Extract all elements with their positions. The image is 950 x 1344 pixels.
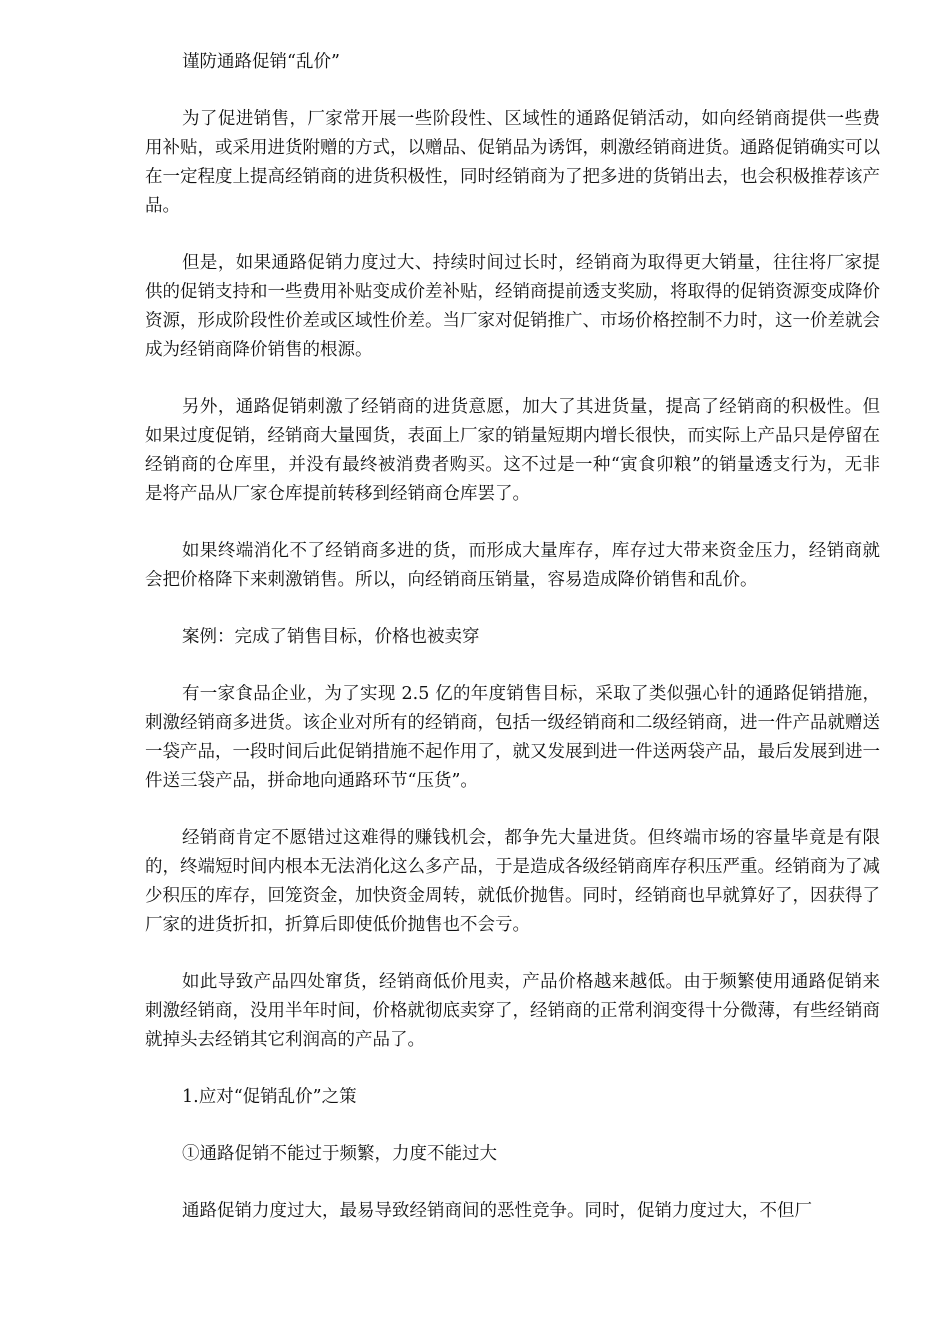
section-heading: 1.应对“促销乱价”之策 <box>182 1087 357 1107</box>
case-paragraph: 经销商肯定不愿错过这难得的赚钱机会，都争先大量进货。但终端市场的容量毕竟是有限的，终端短时间内根本无法消化这么多产品，于是造成各级经销商库存积压严重。经销商为了减少积压的库存，回笼资金，加快资金周转，就低价抛售。同时，经销商也早就算好了，因获得了厂家的进货折扣，折算后即使低价抛售也不会亏。 <box>145 828 880 935</box>
body-paragraph: 但是，如果通路促销力度过大、持续时间过长时，经销商为取得更大销量，往往将厂家提供的促销支持和一些费用补贴变成价差补贴，经销商提前透支奖励，将取得的促销资源变成降价资源，形成阶段性价差或区域性价差。当厂家对促销推广、市场价格控制不力时，这一价差就会成为经销商降价销售的根源。 <box>145 253 880 360</box>
body-paragraph: 为了促进销售，厂家常开展一些阶段性、区域性的通路促销活动，如向经销商提供一些费用补贴，或采用进货附赠的方式，以赠品、促销品为诱饵，刺激经销商进货。通路促销确实可以在一定程度上提高经销商的进货积极性，同时经销商为了把多进的货销出去，也会积极推荐该产品。 <box>145 109 880 216</box>
case-paragraph: 如此导致产品四处窜货，经销商低价甩卖，产品价格越来越低。由于频繁使用通路促销来刺激经销商，没用半年时间，价格就彻底卖穿了，经销商的正常利润变得十分微薄，有些经销商就掉头去经销其它利润高的产品了。 <box>145 972 880 1050</box>
body-paragraph: 另外，通路促销刺激了经销商的进货意愿，加大了其进货量，提高了经销商的积极性。但如果过度促销，经销商大量囤货，表面上厂家的销量短期内增长很快，而实际上产品只是停留在经销商的仓库里，并没有最终被消费者购买。这不过是一种“寅食卯粮”的销量透支行为，无非是将产品从厂家仓库提前转移到经销商仓库罢了。 <box>145 397 880 504</box>
case-heading: 案例：完成了销售目标，价格也被卖穿 <box>182 627 480 647</box>
document-title: 谨防通路促销“乱价” <box>182 52 340 72</box>
body-paragraph: 通路促销力度过大，最易导致经销商间的恶性竞争。同时，促销力度过大，不但厂 <box>182 1201 812 1221</box>
subsection-heading: ①通路促销不能过于频繁，力度不能过大 <box>182 1144 497 1164</box>
document-page <box>145 48 880 1254</box>
body-paragraph: 如果终端消化不了经销商多进的货，而形成大量库存，库存过大带来资金压力，经销商就会把价格降下来刺激销售。所以，向经销商压销量，容易造成降价销售和乱价。 <box>145 541 880 590</box>
case-paragraph: 有一家食品企业，为了实现 2.5 亿的年度销售目标，采取了类似强心针的通路促销措施，刺激经销商多进货。该企业对所有的经销商，包括一级经销商和二级经销商，进一件产品就赠送一袋产品，一段时间后此促销措施不起作用了，就又发展到进一件送两袋产品，最后发展到进一件送三袋产品，拼命地向通路环节“压货”。 <box>145 684 880 791</box>
